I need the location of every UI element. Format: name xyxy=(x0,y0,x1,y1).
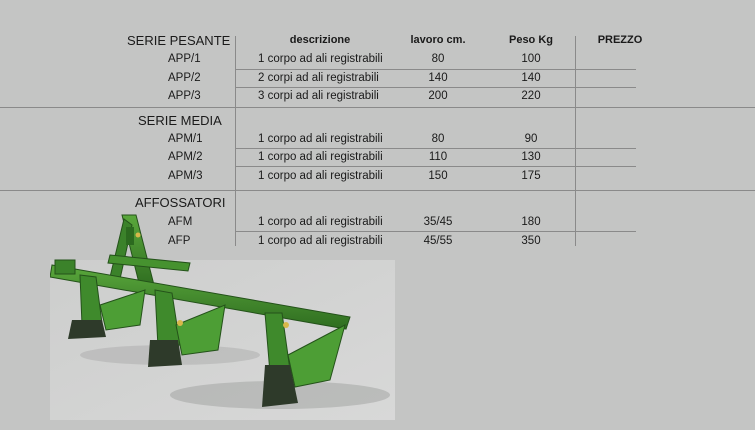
column-header-peso: Peso Kg xyxy=(508,34,553,46)
table-cell-descrizione: 1 corpo ad ali registrabili xyxy=(258,216,383,228)
table-cell-model: APP/3 xyxy=(168,90,201,102)
table-cell-peso: 90 xyxy=(524,133,538,145)
table-cell-peso: 130 xyxy=(521,151,541,163)
table-cell-lavoro: 110 xyxy=(428,151,448,163)
table-cell-descrizione: 2 corpi ad ali registrabili xyxy=(258,72,379,84)
table-cell-model: AFM xyxy=(168,216,193,228)
section-separator xyxy=(0,190,755,191)
table-cell-descrizione: 1 corpo ad ali registrabili xyxy=(258,170,383,182)
row-rule xyxy=(236,166,636,167)
table-cell-lavoro: 80 xyxy=(431,133,445,145)
section-title-serie-media: SERIE MEDIA xyxy=(138,113,222,128)
table-cell-lavoro: 150 xyxy=(428,170,448,182)
column-header-descrizione: descrizione xyxy=(289,34,351,46)
row-rule xyxy=(236,69,636,70)
table-cell-lavoro: 45/55 xyxy=(423,235,453,247)
table-cell-model: APP/1 xyxy=(168,53,201,65)
table-cell-model: APP/2 xyxy=(168,72,201,84)
table-cell-descrizione: 1 corpo ad ali registrabili xyxy=(258,235,383,247)
table-cell-model: AFP xyxy=(168,235,191,247)
table-cell-descrizione: 1 corpo ad ali registrabili xyxy=(258,151,383,163)
ridger-machine-image xyxy=(50,205,395,420)
table-cell-lavoro: 140 xyxy=(428,72,448,84)
table-cell-model: APM/2 xyxy=(168,151,203,163)
table-cell-lavoro: 200 xyxy=(428,90,448,102)
table-cell-peso: 350 xyxy=(521,235,541,247)
column-rule xyxy=(575,36,576,246)
table-cell-descrizione: 3 corpi ad ali registrabili xyxy=(258,90,379,102)
column-header-lavoro: lavoro cm. xyxy=(410,34,466,46)
table-cell-model: APM/1 xyxy=(168,133,203,145)
section-separator xyxy=(0,107,755,108)
column-header-prezzo: PREZZO xyxy=(597,34,643,46)
table-cell-peso: 220 xyxy=(521,90,541,102)
table-cell-peso: 175 xyxy=(521,170,541,182)
table-cell-lavoro: 80 xyxy=(431,53,445,65)
section-title-affossatori: AFFOSSATORI xyxy=(135,195,226,210)
table-cell-model: APM/3 xyxy=(168,170,203,182)
table-cell-descrizione: 1 corpo ad ali registrabili xyxy=(258,133,383,145)
table-cell-peso: 140 xyxy=(521,72,541,84)
row-rule xyxy=(236,87,636,88)
table-cell-descrizione: 1 corpo ad ali registrabili xyxy=(258,53,383,65)
section-title-serie-pesante: SERIE PESANTE xyxy=(127,33,231,48)
table-cell-lavoro: 35/45 xyxy=(423,216,453,228)
table-cell-peso: 100 xyxy=(521,53,541,65)
table-cell-peso: 180 xyxy=(521,216,541,228)
row-rule xyxy=(236,148,636,149)
